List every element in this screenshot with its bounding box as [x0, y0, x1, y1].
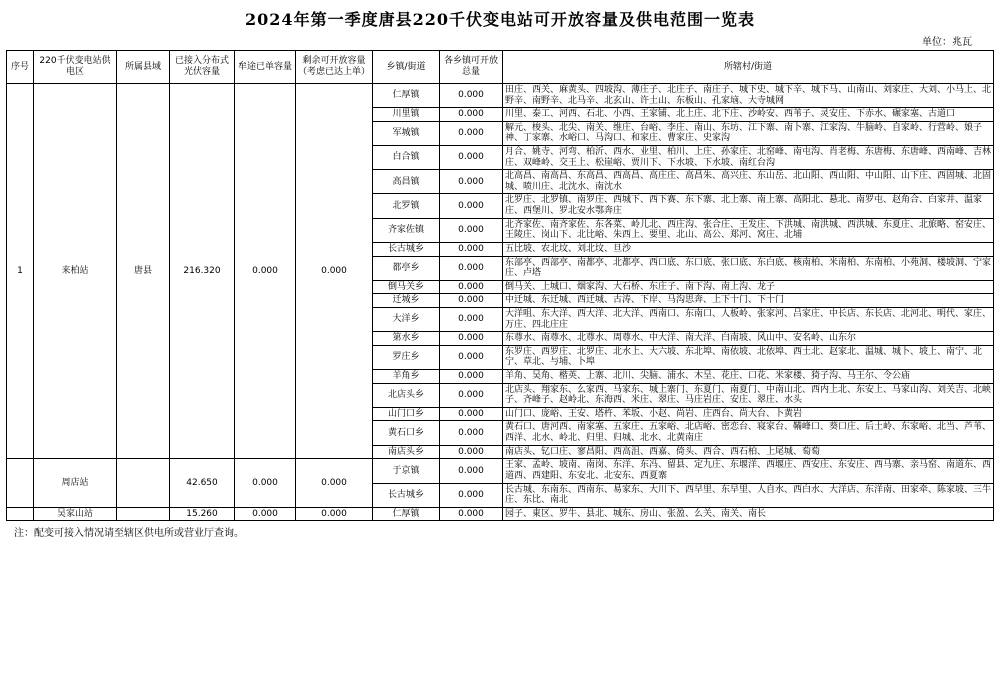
capacity-table — [6, 50, 994, 521]
cell-remaining-open: 0.000 — [296, 84, 373, 459]
table-body — [7, 84, 994, 521]
cell-town: 长古城乡 — [373, 242, 440, 256]
cell-villages: 五比坡、农北坟、刘北坟、旦沙 — [503, 242, 994, 256]
cell-county — [117, 507, 170, 521]
col-town: 乡镇/街道 — [373, 51, 440, 84]
cell-town-open: 0.000 — [440, 280, 503, 294]
cell-town-open: 0.000 — [440, 421, 503, 445]
cell-town-open: 0.000 — [440, 218, 503, 242]
cell-transfer-capacity: 0.000 — [235, 84, 296, 459]
cell-villages: 园子、東区、罗牛、县北、城东、房山、张盈、么关、南关、南长 — [503, 507, 994, 521]
cell-town-open: 0.000 — [440, 445, 503, 459]
cell-town: 南店头乡 — [373, 445, 440, 459]
cell-villages: 长古城、东南东、西南东、易家东、大川下、西早里、东早里、人自水、西白水、大洋店、东洋南、田家牵、陈家坡、三牛庄、东比、南北 — [503, 483, 994, 507]
cell-villages: 东部亭、西部亭、南都亭、北都亭、西口底、东口底、张口底、东白底、核南柏、米南柏、东南柏、小苑洞、楼坡洞、宁家庄、卢塔 — [503, 256, 994, 280]
cell-villages: 北高昌、南高昌、东高昌、西高昌、高庄庄、高昌朱、高兴庄、东山岳、北山阳、西山阳、中山阳、山下庄、西固城、北固城、喷川庄、北沈水、南沈水 — [503, 170, 994, 194]
cell-town: 羊角乡 — [373, 370, 440, 384]
col-transfer-capacity: 牟途已单容量 — [235, 51, 296, 84]
cell-town: 北罗镇 — [373, 194, 440, 218]
cell-town: 于京镇 — [373, 459, 440, 483]
cell-town: 迁城乡 — [373, 294, 440, 308]
cell-distributed-pv: 15.260 — [170, 507, 235, 521]
table-header-row — [7, 51, 994, 84]
cell-remaining-open: 0.000 — [296, 459, 373, 507]
cell-town-open: 0.000 — [440, 507, 503, 521]
cell-town-open: 0.000 — [440, 483, 503, 507]
cell-town: 第水乡 — [373, 332, 440, 346]
cell-town-open: 0.000 — [440, 345, 503, 369]
cell-town: 都亭乡 — [373, 256, 440, 280]
cell-transfer-capacity: 0.000 — [235, 507, 296, 521]
cell-transfer-capacity: 0.000 — [235, 459, 296, 507]
footnote: 注：配变可接入情况请至辖区供电所或营业厅查询。 — [14, 528, 244, 540]
cell-town: 山门口乡 — [373, 407, 440, 421]
cell-villages: 山门口、庞峪、王安、塔杵、苯坂、小赵、尚岩、庄西台、尚大台、卜黄岩 — [503, 407, 994, 421]
cell-town: 长古城乡 — [373, 483, 440, 507]
page-title: 2024年第一季度唐县220千伏变电站可开放容量及供电范围一览表 — [245, 10, 755, 29]
cell-distributed-pv: 42.650 — [170, 459, 235, 507]
cell-villages: 田庄、西关、麻黄头、四坡沟、薄庄子、北庄子、南庄子、城下史、城下辛、城下马、山南山、刘家庄、大刘、小马上、北野辛、南野辛、北马辛、北玄山、许土山、东板山、孔家垴、大寺城网 — [503, 84, 994, 108]
cell-town: 齐家佐镇 — [373, 218, 440, 242]
cell-station: 来柏站 — [34, 84, 117, 459]
cell-county: 唐县 — [117, 84, 170, 459]
cell-index: 1 — [7, 84, 34, 459]
cell-town: 倒马关乡 — [373, 280, 440, 294]
col-town-open: 各乡镇可开放总量 — [440, 51, 503, 84]
cell-villages: 月合、姚寺、河弯、柏沂、西水、业里、柏川、上庄、孙家庄、北窑峰、南屯沟、肖老梅、东唐梅、东唐峰、西南峰、吉林庄、双峰岭、交王上、松崖峪、贾川下、下水坡、下水坡、南红台沟 — [503, 146, 994, 170]
cell-villages: 倒马关、上城口、烟家沟、大石桥、东庄子、南下沟、南上沟、龙子 — [503, 280, 994, 294]
cell-villages: 黄石口、唐河西、南家塞、五家庄、五家峪、北店峪、密恋台、寝家台、鞴峰口、葵口庄、后土岭、东家峪、北当、芦苇、西洋、北水、岭北、归里、归城、北水、北黄南庄 — [503, 421, 994, 445]
cell-town-open: 0.000 — [440, 294, 503, 308]
table-header — [7, 51, 994, 84]
cell-index — [7, 459, 34, 507]
cell-villages: 川里、泰工、河西、石北、小西、王家铺、北上庄、北下庄、沙岭安、西苇子、灵安庄、下赤水、碾家塞、古道口 — [503, 108, 994, 122]
cell-town-open: 0.000 — [440, 256, 503, 280]
cell-town-open: 0.000 — [440, 459, 503, 483]
col-county: 所属县域 — [117, 51, 170, 84]
cell-remaining-open: 0.000 — [296, 507, 373, 521]
cell-county — [117, 459, 170, 507]
cell-town: 大洋乡 — [373, 307, 440, 331]
table-row — [7, 459, 994, 483]
cell-villages: 大洋咀、东大洋、西大洋、北大洋、西南口、东南口、人板岭、张家河、吕家庄、中长店、东长店、北河北、明代、家庄、万庄、四北庄庄 — [503, 307, 994, 331]
cell-villages: 南店头、钇口庄、寥昌阳、西高沮、西嘉、倚头、西合、西石柏、上尾城、萄萄 — [503, 445, 994, 459]
col-villages: 所辖村/街道 — [503, 51, 994, 84]
cell-town-open: 0.000 — [440, 121, 503, 145]
cell-town-open: 0.000 — [440, 383, 503, 407]
cell-villages: 王家、孟岭、坡南、南岗、东洋、东冯、留县、定九庄、东堰洋、西堰庄、西安庄、东安庄、西马寨、亲马窑、南道东、西道西、西建阳、东安北、北安东、西夏寨 — [503, 459, 994, 483]
col-station: 220千伏变电站供电区 — [34, 51, 117, 84]
cell-villages: 解元、梭头、北尖、南关、维庄、台峪、李庄、南山、东坊、江下寨、南卜寨、江家沟、牛脑岭、自家岭、行营岭、娘子神、丁家寨、水峪口、马沟口、和家庄、曹家庄、史家沟 — [503, 121, 994, 145]
col-remaining-open: 剩余可开放容量（考虑已达上单） — [296, 51, 373, 84]
cell-town-open: 0.000 — [440, 108, 503, 122]
cell-town-open: 0.000 — [440, 146, 503, 170]
cell-town-open: 0.000 — [440, 307, 503, 331]
col-distributed-pv: 已接入分布式光伏容量 — [170, 51, 235, 84]
cell-town-open: 0.000 — [440, 370, 503, 384]
cell-town: 北店头乡 — [373, 383, 440, 407]
cell-town: 仁厚镇 — [373, 507, 440, 521]
table-row — [7, 84, 994, 108]
cell-town: 黄石口乡 — [373, 421, 440, 445]
cell-town: 川里镇 — [373, 108, 440, 122]
cell-distributed-pv: 216.320 — [170, 84, 235, 459]
cell-villages: 北齐家佐、南齐家佐、东各菜、岭儿北、西庄沟、张合庄、王发庄、下洪城、南洪城、西洪城、东夏庄、北旅略、窑安庄、王陵庄、岗山下、北比峪、朱西上、要里、北山、高公、郑河、窝庄、北埔 — [503, 218, 994, 242]
cell-town: 高昌镇 — [373, 170, 440, 194]
cell-town-open: 0.000 — [440, 242, 503, 256]
cell-villages: 东尊水、南尊水、北尊水、周尊水、中大洋、南大洋、白南坡、风山中、安名岭、山东尔 — [503, 332, 994, 346]
cell-town: 白合镇 — [373, 146, 440, 170]
col-index: 序号 — [7, 51, 34, 84]
cell-town: 罗庄乡 — [373, 345, 440, 369]
cell-town-open: 0.000 — [440, 407, 503, 421]
cell-villages: 东罗庄、西罗庄、北罗庄、北水上、大六坡、东北埠、南依坡、北依埠、西土北、赵家北、温城、城卜、坡上、南宁、北宁、草北、与埔、卜埠 — [503, 345, 994, 369]
cell-town-open: 0.000 — [440, 84, 503, 108]
cell-villages: 北店头、翔家东、么家西、马家东、城上寨门、东夏门、南夏门、中南山北、西内上北、东安上、马家山沟、刘关吉、北峡子、齐峰子、赵岭北、东海西、米庄、翠庄、马庄岩庄、安庄、翠庄、水头 — [503, 383, 994, 407]
table-row — [7, 507, 994, 521]
cell-index — [7, 507, 34, 521]
unit-note: 单位：兆瓦 — [922, 37, 972, 48]
cell-town: 军城镇 — [373, 121, 440, 145]
cell-villages: 中迁城、东迁城、西迁城、古涛、下岸、马沟思奔、上下十门、下十门 — [503, 294, 994, 308]
cell-town-open: 0.000 — [440, 332, 503, 346]
cell-villages: 羊角、吴角、楷英、上寨、北川、尖脑、浦水、木呈、花庄、口花、米家楼、猗子沟、马王尔、令公庙 — [503, 370, 994, 384]
cell-villages: 北罗庄、北罗镇、南罗庄、西城下、西下赛、东下寨、北上寨、南上寨、高阳北、悬北、南罗屯、赵角合、白家井、温家庄、西堡川、罗北安水鄂奔庄 — [503, 194, 994, 218]
cell-town: 仁厚镇 — [373, 84, 440, 108]
cell-station: 吴家山站 — [34, 507, 117, 521]
cell-town-open: 0.000 — [440, 194, 503, 218]
cell-town-open: 0.000 — [440, 170, 503, 194]
cell-station: 周店站 — [34, 459, 117, 507]
